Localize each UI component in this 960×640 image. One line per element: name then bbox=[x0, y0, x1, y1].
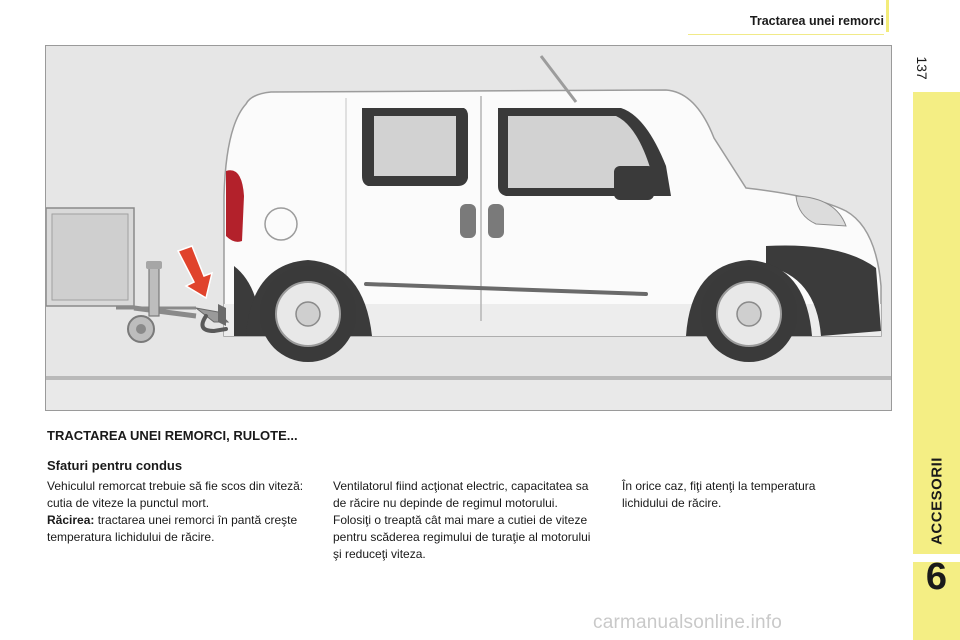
door-handle bbox=[460, 204, 476, 238]
tow-hitch bbox=[196, 304, 228, 331]
section-title: TRACTAREA UNEI REMORCI, RULOTE... bbox=[47, 428, 298, 443]
van-towing-drawing bbox=[46, 46, 892, 411]
chapter-number: 6 bbox=[925, 556, 948, 598]
tail-lamp bbox=[226, 170, 244, 242]
trailer bbox=[46, 208, 196, 342]
arrow-down-icon bbox=[178, 246, 212, 298]
side-window-rear-glass bbox=[374, 116, 456, 176]
watermark-link[interactable]: carmanualsonline.info bbox=[593, 612, 783, 633]
paragraph: În orice caz, fiţi atenţi la temperatura lichidului de răcire. bbox=[622, 479, 816, 510]
page-number: 137 bbox=[914, 56, 930, 80]
side-mirror bbox=[614, 166, 654, 200]
paragraph bbox=[47, 512, 307, 546]
text-column-1 bbox=[47, 478, 307, 546]
header-title: Tractarea unei remorci bbox=[749, 14, 884, 28]
header-rule bbox=[688, 34, 884, 35]
rear-wheel bbox=[260, 266, 356, 362]
door-handle bbox=[488, 204, 504, 238]
side-tab-label-text: ACCESORII bbox=[928, 457, 946, 545]
subsection-title: Sfaturi pentru condus bbox=[47, 458, 183, 473]
paragraph: Ventilatorul fiind acţionat electric, capacitatea sa de răcire nu depinde de regimul motorului. bbox=[333, 479, 589, 510]
side-tab-label bbox=[928, 457, 946, 545]
text-column-3 bbox=[622, 478, 852, 512]
front-wheel bbox=[701, 266, 797, 362]
paragraph: Folosiţi o treaptă cât mai mare a cutiei de viteze pentru scăderea regimului de turaţie al motorului şi reduceţi viteza. bbox=[333, 513, 591, 561]
road-surface bbox=[46, 380, 892, 411]
van-towing-illustration bbox=[45, 45, 892, 411]
header-divider bbox=[886, 0, 889, 32]
paragraph: Vehiculul remorcat trebuie să fie scos din viteză: cutia de viteze la punctul mort. bbox=[47, 479, 304, 510]
text-column-2 bbox=[333, 478, 593, 563]
bold-label: Răcirea: bbox=[47, 513, 95, 527]
road-line bbox=[46, 376, 892, 380]
paragraph-text: tractarea unei remorci în pantă creşte temperatura lichidului de răcire. bbox=[47, 513, 298, 544]
